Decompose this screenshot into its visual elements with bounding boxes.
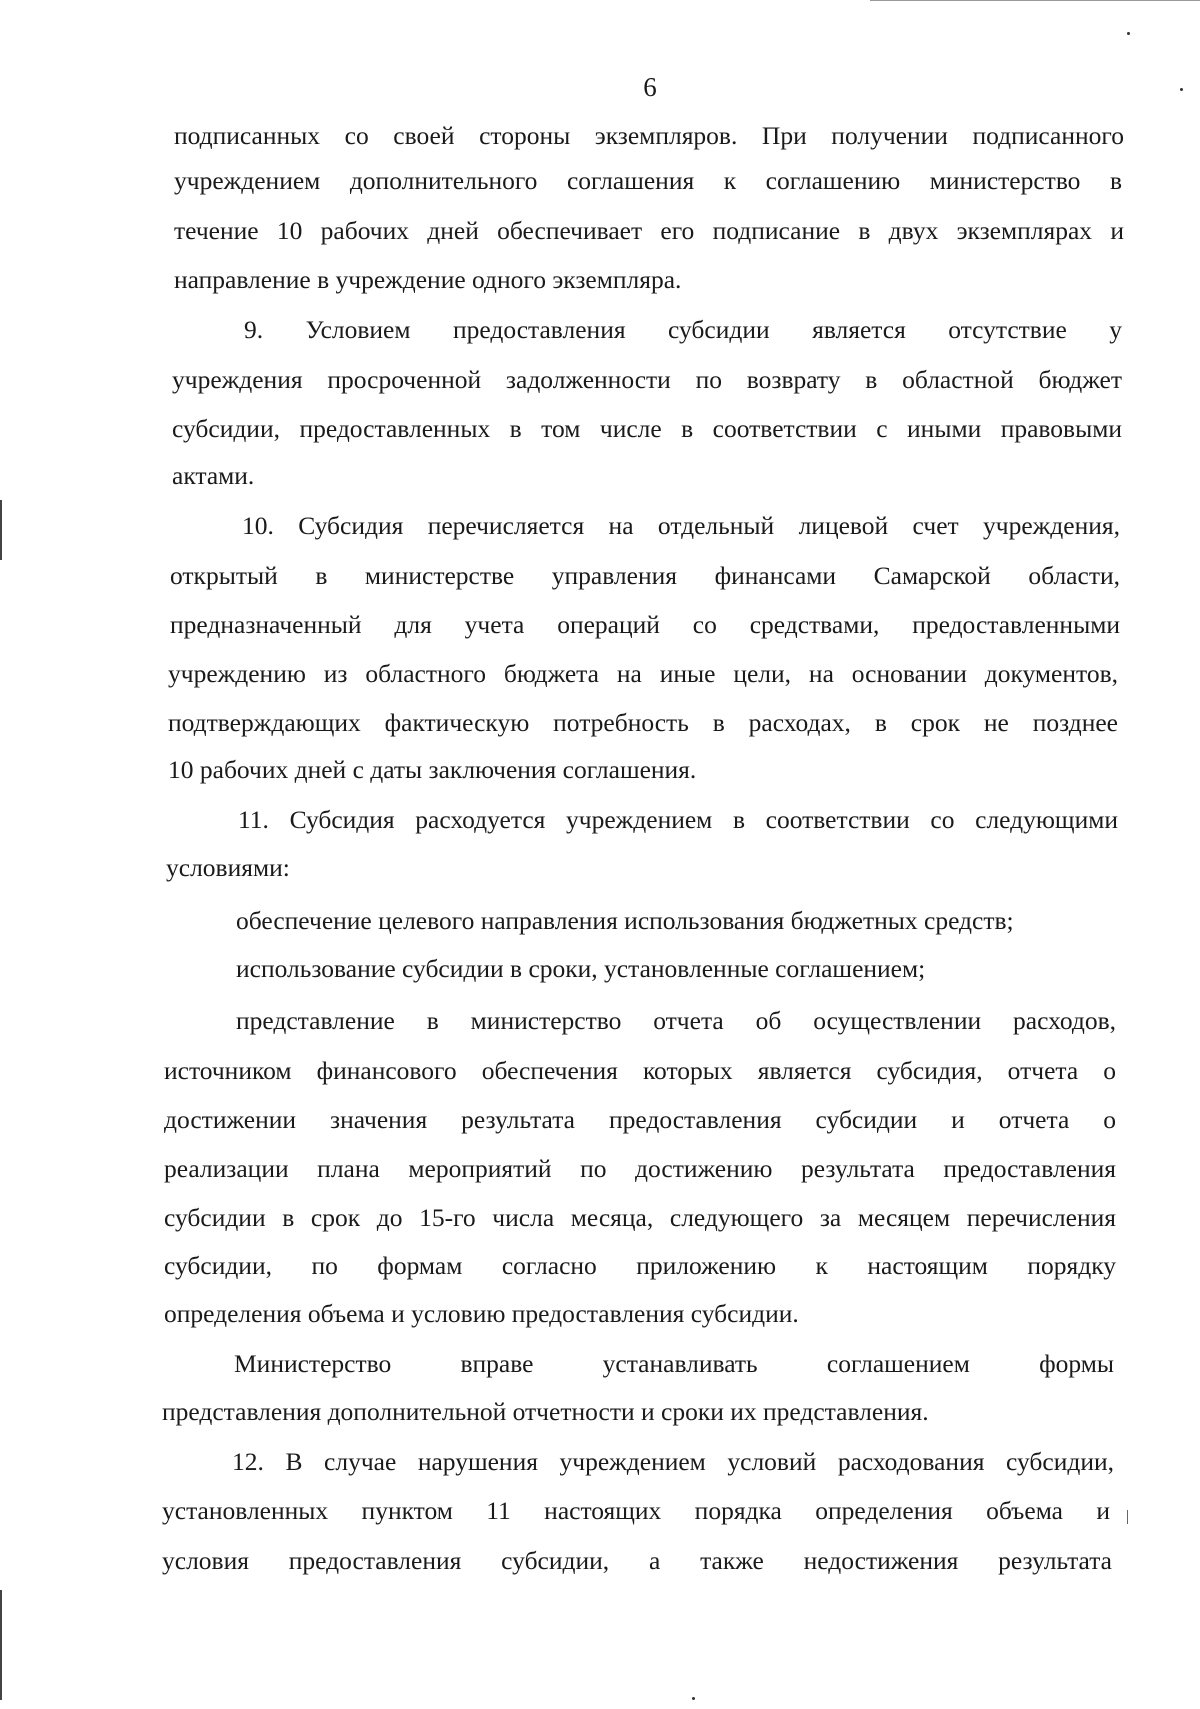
text-line: 12. В случае нарушения учреждением условий расходования субсидии, bbox=[232, 1447, 1114, 1476]
text-line: подтверждающих фактическую потребность в расходах, в срок не позднее bbox=[168, 708, 1118, 737]
text-line: предназначенный для учета операций со средствами, предоставленными bbox=[170, 610, 1120, 639]
text-line: источником финансового обеспечения которых является субсидия, отчета о bbox=[164, 1056, 1116, 1085]
scan-edge-top bbox=[870, 0, 1200, 1]
scan-speck bbox=[1127, 32, 1130, 35]
text-line: актами. bbox=[172, 461, 255, 490]
text-line: реализации плана мероприятий по достижению результата предоставления bbox=[164, 1154, 1116, 1183]
text-line: течение 10 рабочих дней обеспечивает его подписание в двух экземплярах и bbox=[174, 216, 1124, 245]
text-line: учреждения просроченной задолженности по возврату в областной бюджет bbox=[172, 365, 1122, 394]
text-line: использование субсидии в сроки, установленные соглашением; bbox=[236, 954, 926, 983]
scan-edge-left bbox=[0, 500, 2, 560]
text-line: представление в министерство отчета об осуществлении расходов, bbox=[236, 1006, 1116, 1035]
text-line: представления дополнительной отчетности и сроки их представления. bbox=[162, 1397, 929, 1426]
page-number: 6 bbox=[643, 72, 657, 102]
scan-speck bbox=[692, 1697, 695, 1700]
text-line: обеспечение целевого направления использования бюджетных средств; bbox=[236, 906, 1014, 935]
text-line: достижении значения результата предоставления субсидии и отчета о bbox=[164, 1105, 1116, 1134]
text-line: Министерство вправе устанавливать соглашением формы bbox=[234, 1349, 1114, 1378]
text-line: направление в учреждение одного экземпляра. bbox=[174, 265, 682, 294]
text-line: 10 рабочих дней с даты заключения соглашения. bbox=[168, 755, 697, 784]
text-line: 11. Субсидия расходуется учреждением в соответствии со следующими bbox=[238, 805, 1118, 834]
scan-speck bbox=[1127, 1510, 1128, 1524]
text-line: 9. Условием предоставления субсидии является отсутствие у bbox=[244, 315, 1122, 344]
text-line: учреждением дополнительного соглашения к соглашению министерство в bbox=[174, 166, 1122, 195]
text-line: субсидии, по формам согласно приложению к настоящим порядку bbox=[164, 1251, 1116, 1280]
scan-edge-left bbox=[0, 1590, 2, 1700]
text-line: условия предоставления субсидии, а также недостижения результата bbox=[162, 1546, 1112, 1575]
text-line: открытый в министерстве управления финансами Самарской области, bbox=[170, 561, 1120, 590]
text-line: установленных пунктом 11 настоящих порядка определения объема и bbox=[162, 1496, 1110, 1525]
text-line: субсидии, предоставленных в том числе в соответствии с иными правовыми bbox=[172, 414, 1122, 443]
text-line: 10. Субсидия перечисляется на отдельный лицевой счет учреждения, bbox=[242, 511, 1120, 540]
text-line: определения объема и условию предоставления субсидии. bbox=[164, 1299, 799, 1328]
text-line: подписанных со своей стороны экземпляров. При получении подписанного bbox=[174, 121, 1124, 150]
text-line: субсидии в срок до 15-го числа месяца, следующего за месяцем перечисления bbox=[164, 1203, 1116, 1232]
text-line: условиями: bbox=[166, 853, 290, 882]
text-line: учреждению из областного бюджета на иные цели, на основании документов, bbox=[168, 659, 1118, 688]
